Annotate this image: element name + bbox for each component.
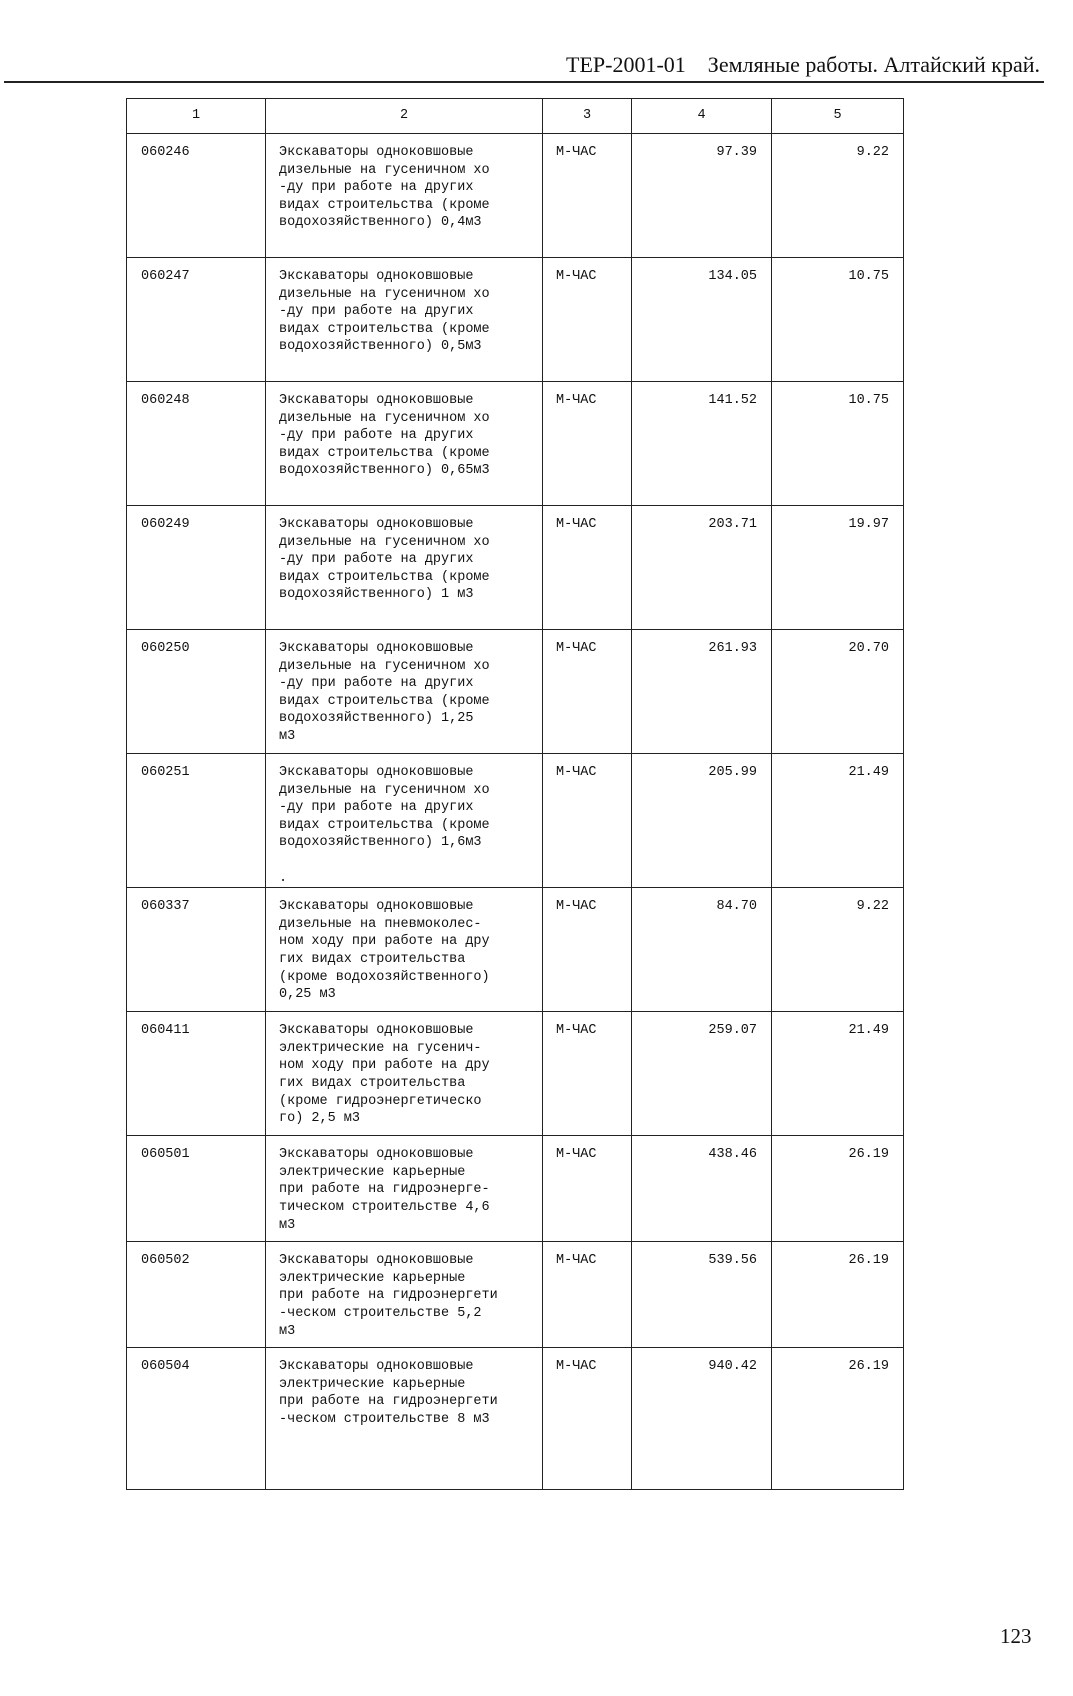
wage: 19.97 (772, 506, 904, 630)
resource-name: Экскаваторы одноковшовые электрические карьерные при работе на гидроэнергети -ческом строительстве 5,2 м3 (266, 1242, 543, 1348)
resource-code: 060337 (127, 888, 266, 1012)
column-number: 5 (772, 99, 904, 134)
header-rule (4, 81, 1044, 83)
wage: 9.22 (772, 134, 904, 258)
unit: М-ЧАС (543, 1242, 632, 1348)
page-number: 123 (1000, 1624, 1032, 1648)
price: 940.42 (632, 1348, 772, 1490)
resource-code: 060246 (127, 134, 266, 258)
resource-code: 060504 (127, 1348, 266, 1490)
unit: М-ЧАС (543, 258, 632, 382)
table-row (127, 888, 904, 1012)
table-row (127, 258, 904, 382)
price: 84.70 (632, 888, 772, 1012)
wage: 26.19 (772, 1348, 904, 1490)
unit: М-ЧАС (543, 1136, 632, 1242)
resource-code: 060249 (127, 506, 266, 630)
resource-code: 060248 (127, 382, 266, 506)
table-row (127, 754, 904, 888)
table-row (127, 382, 904, 506)
price: 438.46 (632, 1136, 772, 1242)
document-title: Земляные работы. Алтайский край. (707, 52, 1040, 77)
unit: М-ЧАС (543, 382, 632, 506)
column-number: 4 (632, 99, 772, 134)
wage: 26.19 (772, 1136, 904, 1242)
column-number: 3 (543, 99, 632, 134)
price: 134.05 (632, 258, 772, 382)
resource-code: 060502 (127, 1242, 266, 1348)
resource-code: 060251 (127, 754, 266, 888)
price: 539.56 (632, 1242, 772, 1348)
table-row (127, 1242, 904, 1348)
unit: М-ЧАС (543, 754, 632, 888)
table-row (127, 1012, 904, 1136)
resource-code: 060250 (127, 630, 266, 754)
resource-name: Экскаваторы одноковшовые дизельные на гусеничном хо -ду при работе на других видах строительства (кроме водохозяйственного) 0,4м3 (266, 134, 543, 258)
column-number: 2 (266, 99, 543, 134)
unit: М-ЧАС (543, 630, 632, 754)
rates-table (126, 98, 904, 1490)
price: 259.07 (632, 1012, 772, 1136)
resource-code: 060501 (127, 1136, 266, 1242)
unit: М-ЧАС (543, 1012, 632, 1136)
column-number: 1 (127, 99, 266, 134)
table-row (127, 1136, 904, 1242)
unit: М-ЧАС (543, 134, 632, 258)
resource-name: Экскаваторы одноковшовые дизельные на гусеничном хо -ду при работе на других видах строительства (кроме водохозяйственного) 1,25 м3 (266, 630, 543, 754)
price: 203.71 (632, 506, 772, 630)
resource-name: Экскаваторы одноковшовые дизельные на гусеничном хо -ду при работе на других видах строительства (кроме водохозяйственного) 1,6м3 . (266, 754, 543, 888)
unit: М-ЧАС (543, 506, 632, 630)
wage: 21.49 (772, 754, 904, 888)
unit: М-ЧАС (543, 888, 632, 1012)
table-row (127, 1348, 904, 1490)
table-row (127, 506, 904, 630)
unit: М-ЧАС (543, 1348, 632, 1490)
table-row (127, 134, 904, 258)
wage: 9.22 (772, 888, 904, 1012)
wage: 26.19 (772, 1242, 904, 1348)
wage: 10.75 (772, 258, 904, 382)
price: 141.52 (632, 382, 772, 506)
document-code: ТЕР-2001-01 (566, 52, 686, 77)
price: 97.39 (632, 134, 772, 258)
page-header (0, 48, 1040, 82)
resource-name: Экскаваторы одноковшовые дизельные на гусеничном хо -ду при работе на других видах строительства (кроме водохозяйственного) 0,5м3 (266, 258, 543, 382)
table-row (127, 630, 904, 754)
resource-name: Экскаваторы одноковшовые дизельные на гусеничном хо -ду при работе на других видах строительства (кроме водохозяйственного) 1 м3 (266, 506, 543, 630)
resource-code: 060411 (127, 1012, 266, 1136)
resource-name: Экскаваторы одноковшовые дизельные на гусеничном хо -ду при работе на других видах строительства (кроме водохозяйственного) 0,65м3 (266, 382, 543, 506)
resource-name: Экскаваторы одноковшовые электрические на гусенич- ном ходу при работе на дру гих видах строительства (кроме гидроэнергетическо го) 2,5 м3 (266, 1012, 543, 1136)
wage: 21.49 (772, 1012, 904, 1136)
resource-code: 060247 (127, 258, 266, 382)
price: 261.93 (632, 630, 772, 754)
price: 205.99 (632, 754, 772, 888)
resource-name: Экскаваторы одноковшовые электрические карьерные при работе на гидроэнергети -ческом строительстве 8 м3 (266, 1348, 543, 1490)
resource-name: Экскаваторы одноковшовые дизельные на пневмоколес- ном ходу при работе на дру гих видах строительства (кроме водохозяйственного) 0,25 м3 (266, 888, 543, 1012)
wage: 20.70 (772, 630, 904, 754)
wage: 10.75 (772, 382, 904, 506)
column-number-row (127, 99, 904, 134)
resource-name: Экскаваторы одноковшовые электрические карьерные при работе на гидроэнерге- тическом строительстве 4,6 м3 (266, 1136, 543, 1242)
